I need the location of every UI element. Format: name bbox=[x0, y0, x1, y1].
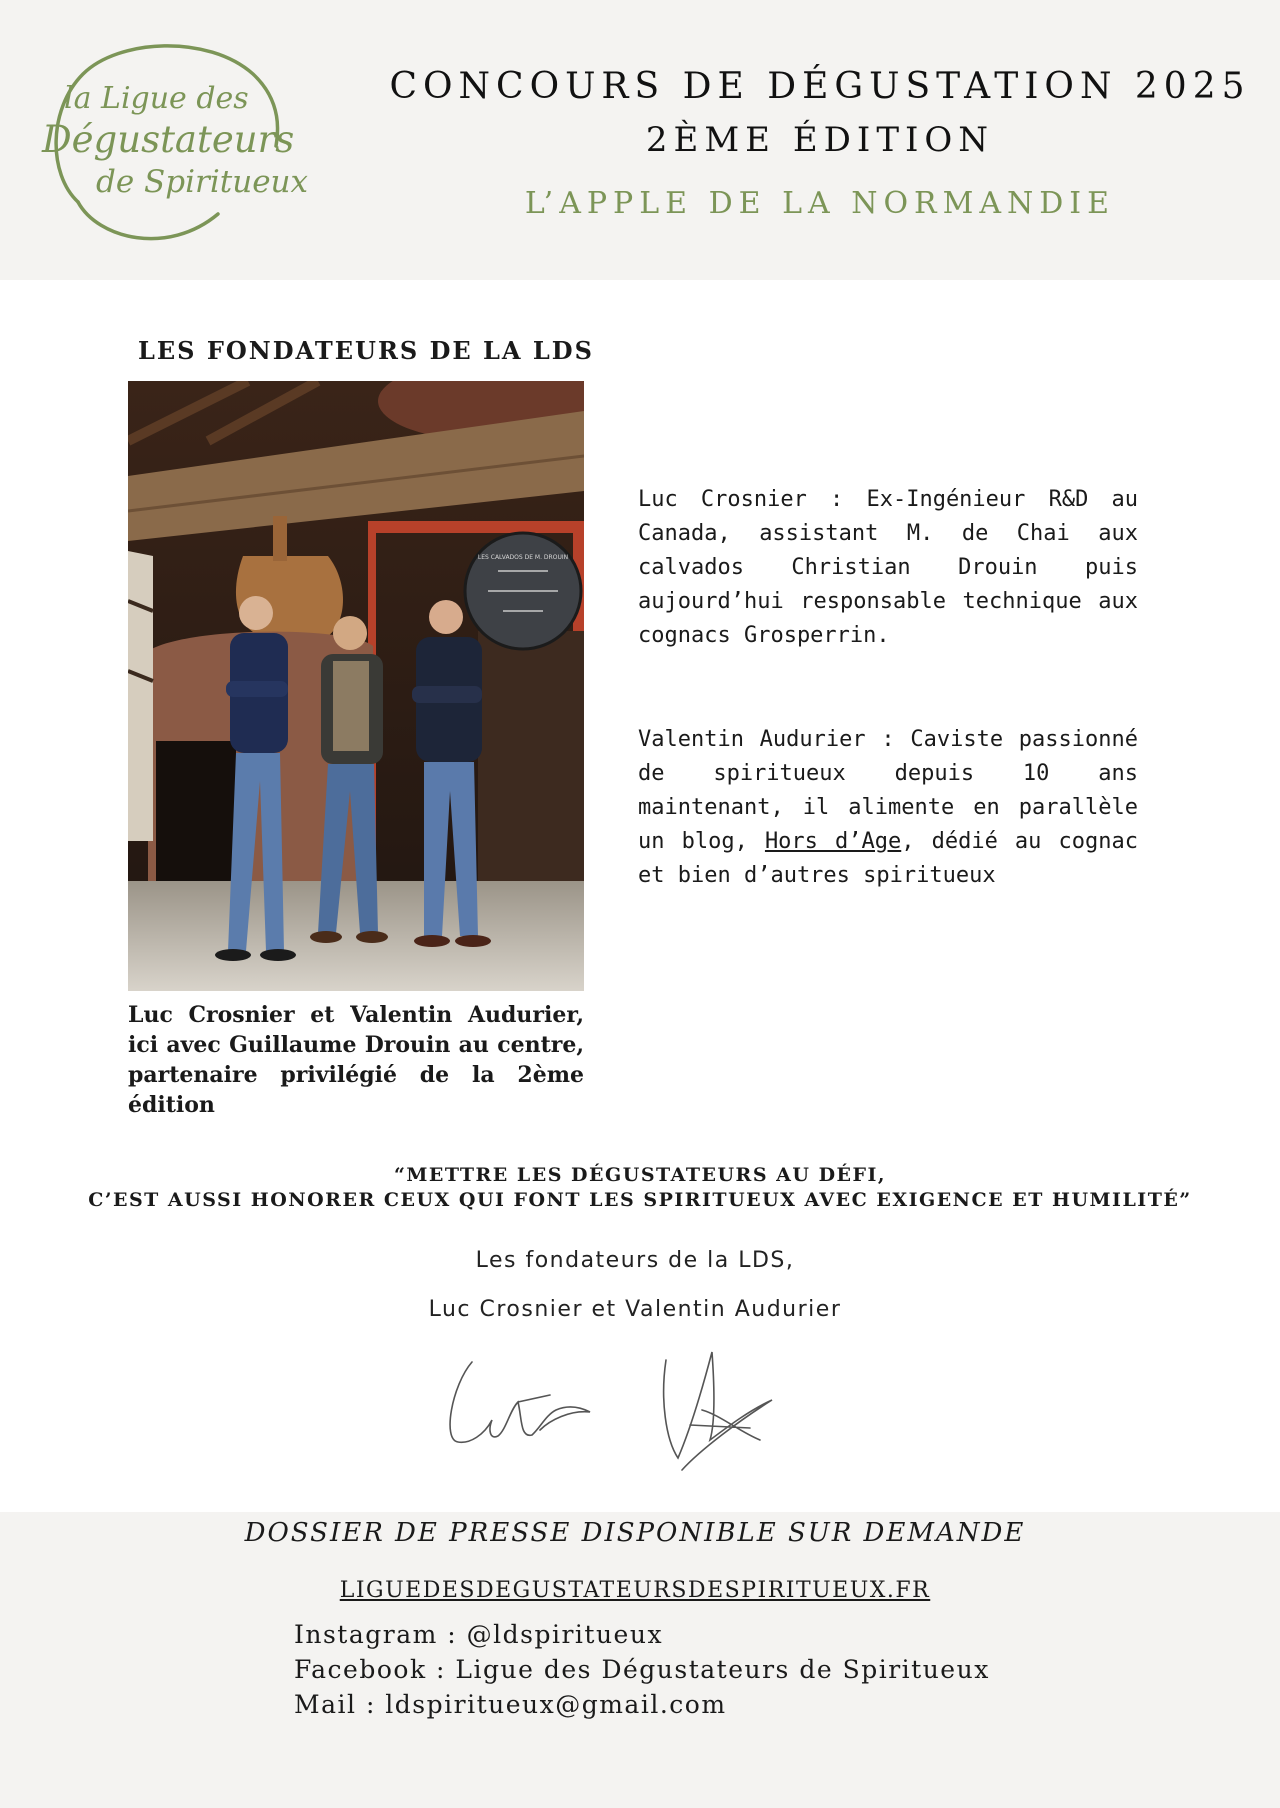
signature-names: Luc Crosnier et Valentin Audurier bbox=[428, 1297, 842, 1322]
website-link[interactable]: LIGUEDESDEGUSTATEURSDESPIRITUEUX.FR bbox=[339, 1578, 931, 1603]
photo-caption: Luc Crosnier et Valentin Audurier, ici avec Guillaume Drouin au centre, partenaire privilégié de la 2ème édition bbox=[128, 1002, 584, 1118]
logo-line-2: Dégustateurs bbox=[42, 118, 295, 161]
bio-valentin-audurier bbox=[638, 723, 1138, 893]
quote-line-2: C’EST AUSSI HONORER CEUX QUI FONT LES SPIRITUEUX AVEC EXIGENCE ET HUMILITÉ” bbox=[88, 1189, 1192, 1211]
logo-line-1: la Ligue des bbox=[64, 81, 249, 116]
quote-line-1: “METTRE LES DÉGUSTATEURS AU DÉFI, bbox=[393, 1164, 887, 1186]
founders-photo bbox=[128, 381, 584, 991]
contact-instagram: Instagram : @ldspiritueux bbox=[294, 1620, 664, 1649]
contact-mail: Mail : ldspiritueux@gmail.com bbox=[294, 1690, 727, 1719]
lds-logo bbox=[38, 34, 338, 254]
handwritten-signatures bbox=[440, 1340, 810, 1490]
signature-intro: Les fondateurs de la LDS, bbox=[475, 1248, 795, 1273]
press-notice: DOSSIER DE PRESSE DISPONIBLE SUR DEMANDE bbox=[244, 1518, 1026, 1548]
subtitle: L’APPLE DE LA NORMANDIE bbox=[524, 186, 1116, 221]
contact-facebook: Facebook : Ligue des Dégustateurs de Spiritueux bbox=[294, 1655, 990, 1684]
edition-title: 2ÈME ÉDITION bbox=[645, 120, 995, 160]
bio-valentin-text: Valentin Audurier : Caviste passionné de spiritueux depuis 10 ans maintenant, il alimente en parallèle un blog, bbox=[638, 727, 1138, 854]
bio-luc-crosnier: Luc Crosnier : Ex-Ingénieur R&D au Canada, assistant M. de Chai aux calvados Christian Drouin puis aujourd’hui responsable technique aux cognacs Grosperrin. bbox=[638, 487, 1138, 648]
photo-sign-text: LES CALVADOS DE M. DROUIN bbox=[477, 554, 569, 561]
page-title: CONCOURS DE DÉGUSTATION 2025 bbox=[389, 66, 1251, 107]
bio-valentin-text-end: , dédié au cognac et bien d’autres spiritueux bbox=[638, 829, 1138, 888]
blog-link[interactable]: Hors d’Age bbox=[764, 829, 902, 854]
logo-line-3: de Spiritueux bbox=[96, 164, 308, 200]
header-band bbox=[0, 0, 1280, 280]
section-title: LES FONDATEURS DE LA LDS bbox=[138, 336, 594, 365]
